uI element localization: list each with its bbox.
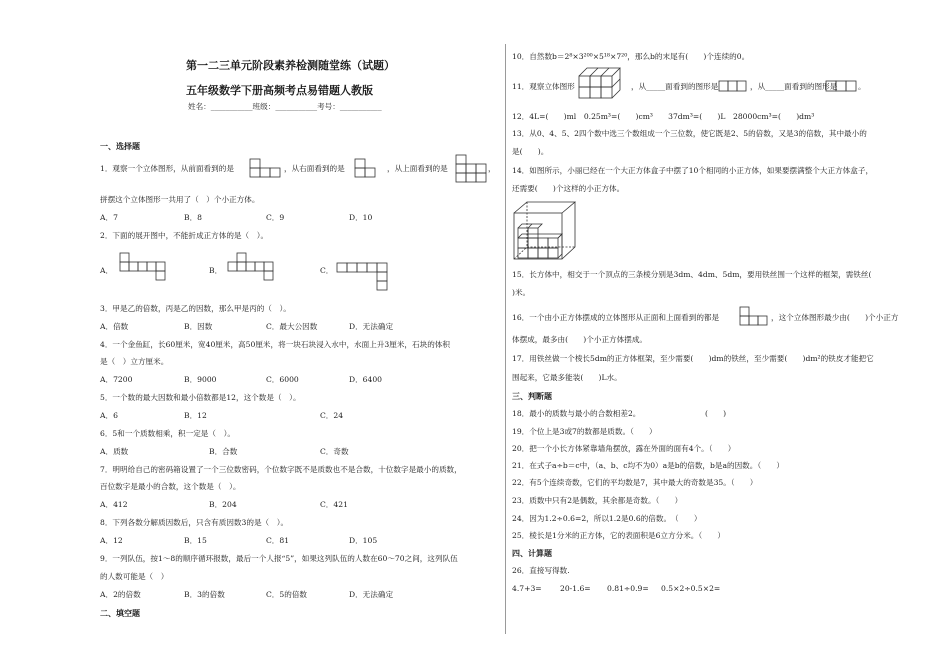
q8-option-b[interactable]: B．15 (184, 536, 207, 545)
q9-option-d[interactable]: D．无法确定 (349, 590, 394, 599)
q3-option-d[interactable]: D．无法确定 (349, 322, 394, 331)
q5-option-c[interactable]: C．24 (320, 411, 344, 420)
q8-question: 8．下列各数分解质因数后，只含有质因数3的是（ ）。 (100, 518, 289, 527)
q11-solid-figure (578, 67, 628, 101)
q11-view2-figure (825, 80, 857, 94)
q3-option-a[interactable]: A．倍数 (100, 322, 129, 331)
q9-option-a[interactable]: A．2的倍数 (100, 590, 141, 599)
q21-statement: 21．在式子a÷b＝c中，（a、b、c均不为0）a是b的倍数，b是a的因数。（ ） (512, 461, 784, 470)
q14-cube-box-figure (513, 201, 579, 261)
q1-option-b[interactable]: B．8 (184, 213, 203, 222)
q1-option-a[interactable]: A．7 (100, 213, 118, 222)
q6-option-b[interactable]: B．合数 (209, 447, 238, 456)
q19-statement: 19．个位上是3或7的数都是质数。（ ） (512, 427, 657, 436)
q14-question-line2: 还需要( )个这样的小正方体。 (512, 184, 625, 193)
page-subtitle: 五年级数学下册高频考点易错题人教版 (186, 84, 373, 97)
q13-question-line1: 13．从0、4、5、2四个数中选三个数组成一个三位数，使它既是2、5的倍数，又是3的倍数，其中最小的 (512, 129, 867, 138)
q11-view1-figure (718, 80, 748, 94)
q2-option-c[interactable]: C． (320, 266, 334, 275)
q2-option-b[interactable]: B． (209, 266, 223, 275)
q13-question-line2: 是( )。 (512, 147, 549, 156)
q7-option-c[interactable]: C．421 (320, 500, 348, 509)
q5-option-b[interactable]: B．12 (184, 411, 207, 420)
q15-question-line1: 15．长方体中，相交于一个顶点的三条棱分别是3dm、4dm、5dm，要用铁丝围一个这样的框架，需铁丝( (512, 270, 887, 279)
q4-option-a[interactable]: A．7200 (100, 375, 133, 384)
column-divider (505, 44, 506, 634)
q2-net-c-figure (336, 262, 396, 292)
section-choice: 一、选择题 (100, 141, 140, 151)
q4-option-c[interactable]: C．6000 (266, 375, 299, 384)
q23-statement: 23．质数中只有2是偶数，其余都是奇数。（ ） (512, 496, 683, 505)
calc-item-2: 20-1.6= (560, 584, 591, 593)
q12-question: 12．4L=( )ml 0.25m³=( )cm³ 37dm³=( )L 28000cm³=( )dm³ (512, 112, 815, 121)
q17-question-line2: 围起来，它最多能装( )L水。 (512, 373, 622, 382)
q4-question-line1: 4．一个金鱼缸，长60厘米，宽40厘米，高50厘米，将一块石块浸入水中，水面上升3厘米，石块的体积 (100, 340, 450, 349)
q9-question-line2: 的人数可能是（ ） (100, 572, 169, 581)
section-calculation: 四、计算题 (512, 548, 552, 558)
section-true-false: 三、判断题 (512, 391, 552, 401)
q2-net-b-figure (227, 252, 275, 290)
q1-top-view-figure (455, 154, 487, 186)
q11-text-view2: ，从_____面看到的图形是 (750, 82, 838, 91)
q11-text-observe: 11．观察立体图形 (512, 82, 575, 91)
q10-question: 10．自然数b＝2⁸×3²⁰⁰×5¹⁸×7²⁰，那么b的末尾有( )个连续的0。 (512, 52, 750, 61)
q9-option-b[interactable]: B．3的倍数 (184, 590, 225, 599)
q7-question-line1: 7．明明给自己的密码箱设置了一个三位数密码，个位数字既不是质数也不是合数，十位数字是最小的质数， (100, 465, 462, 474)
calc-item-4: 0.5×2÷0.5×2= (661, 584, 721, 593)
q3-option-c[interactable]: C．最大公因数 (266, 322, 318, 331)
q24-statement: 24．因为1.2÷0.6=2，所以1.2是0.6的倍数。 （ ） (512, 514, 702, 523)
q3-question: 3．甲是乙的倍数，丙是乙的因数，那么甲是丙的（ ）。 (100, 304, 291, 313)
q1-text-right: ，从右面看到的是 (284, 164, 345, 173)
q1-front-view-figure (249, 158, 281, 186)
q7-option-b[interactable]: B．204 (209, 500, 237, 509)
q17-question-line1: 17．用铁丝做一个棱长5dm的正方体框架，至少需要( )dm的铁丝，至少需要( )dm²的铁皮才能把它 (512, 354, 874, 363)
q16-question-line1-cont: ，这个立体图形最少由( )个小正方 (771, 313, 899, 322)
q9-question-line1: 9．一列队伍，按1～8的顺序循环报数，最后一个人报“5”，如果这列队伍的人数在60～70之间，这列队伍 (100, 554, 458, 563)
q8-option-d[interactable]: D．105 (349, 536, 378, 545)
section-fill-blank: 二、填空题 (100, 608, 140, 618)
q15-question-line2: )米。 (512, 288, 531, 297)
q1-option-d[interactable]: D．10 (349, 213, 373, 222)
q14-question-line1: 14．如图所示，小丽已经在一个大正方体盒子中摆了10个相同的小正方体，如果要摆满整个大正方体盒子， (512, 166, 874, 175)
q4-question-line2: 是（ ）立方厘米。 (100, 357, 169, 366)
student-info-line: 姓名：___________班级：___________考号：___________ (188, 102, 382, 111)
q22-statement: 22．有5个连续奇数，它们的平均数是7，其中最大的奇数是35。（ ） (512, 478, 758, 487)
q1-text-front: 1．观察一个立体图形，从前面看到的是 (100, 164, 234, 173)
q9-option-c[interactable]: C．5的倍数 (266, 590, 308, 599)
q18-statement: 18．最小的质数与最小的合数相差2。 ( ) (512, 409, 727, 418)
page-title: 第一二三单元阶段素养检测随堂练（试题） (186, 59, 395, 72)
q8-option-a[interactable]: A．12 (100, 536, 123, 545)
q25-statement: 25．棱长是1分米的正方体，它的表面积是6立方分米。（ ） (512, 531, 725, 540)
q11-text-end: 。 (858, 82, 866, 91)
q1-question: 拼摆这个立体图形一共用了（ ）个小正方体。 (100, 195, 260, 204)
q16-view-figure (739, 306, 769, 330)
q11-text-view1: ，从_____面看到的图形是 (631, 82, 719, 91)
q16-question-line2: 体摆成，最多由( )个小正方体摆成。 (512, 335, 648, 344)
calc-item-3: 0.81÷0.9= (607, 584, 649, 593)
q7-option-a[interactable]: A．412 (100, 500, 128, 509)
calc-item-1: 4.7+3= (512, 584, 542, 593)
q8-option-c[interactable]: C．81 (266, 536, 290, 545)
q7-question-line2: 百位数字是最小的合数，这个数是（ ）。 (100, 482, 241, 491)
q6-option-c[interactable]: C．奇数 (320, 447, 349, 456)
q1-text-top: ，从上面看到的是 (387, 164, 448, 173)
q6-question: 6．5和一个质数相乘，积一定是（ ）。 (100, 429, 235, 438)
q26-question: 26．直接写得数. (512, 566, 570, 575)
q1-text-comma: ， (488, 164, 496, 173)
q2-net-a-figure (119, 252, 167, 290)
q16-question-line1: 16．一个由小正方体摆成的立体图形从正面和上面看到的都是 (512, 313, 720, 322)
q2-question: 2．下面的展开图中，不能折成正方体的是（ ）。 (100, 231, 269, 240)
q1-option-c[interactable]: C．9 (266, 213, 285, 222)
q4-option-d[interactable]: D．6400 (349, 375, 383, 384)
q20-statement: 20．把一个小长方体紧靠墙角摆放，露在外面的面有4个。（ ） (512, 444, 736, 453)
q6-option-a[interactable]: A．质数 (100, 447, 129, 456)
q2-option-a[interactable]: A． (100, 266, 114, 275)
q3-option-b[interactable]: B．因数 (184, 322, 213, 331)
q5-option-a[interactable]: A．6 (100, 411, 118, 420)
q4-option-b[interactable]: B．9000 (184, 375, 217, 384)
q1-right-view-figure (354, 158, 386, 186)
q5-question: 5．一个数的最大因数和最小倍数都是12，这个数是（ ）。 (100, 393, 301, 402)
